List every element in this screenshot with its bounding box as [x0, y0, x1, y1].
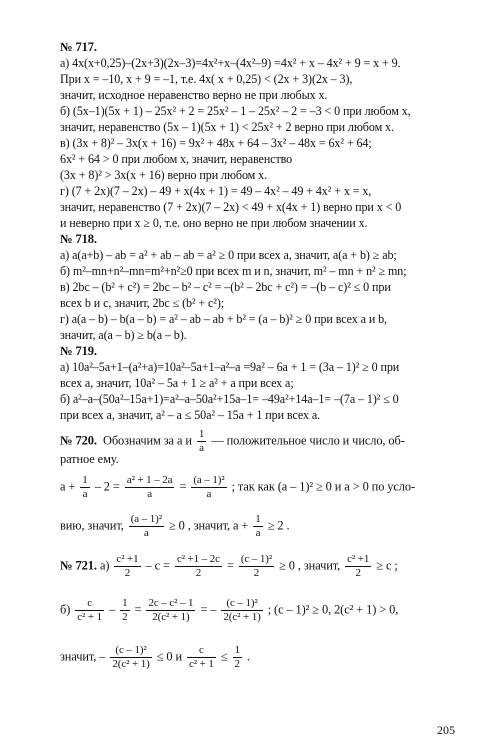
problem-717-g-line-2: значит, неравенство (7 + 2x)(7 – 2x) < 49 + x(4x + 1) верно при x < 0 [60, 200, 402, 214]
fraction-one-over-a [80, 474, 89, 501]
fraction [187, 644, 216, 671]
concl-b: ≤ 0 и [156, 649, 183, 664]
problem-717-v-line-3: (3x + 8)² > 3x(x + 16) верно при любом x. [60, 168, 268, 182]
fraction-numerator: c [187, 644, 216, 658]
problem-720-intro-a: Обозначим за a и [102, 433, 192, 448]
fraction-square [191, 474, 226, 501]
fraction-denominator: 2(c² + 1) [112, 658, 150, 670]
problem-719-a-line-1: а) 10a²–5a+1–(a²+a)=10a²–5a+1–a²–a =9a² – 6a + 1 = (3a – 1)² ≥ 0 при [60, 360, 400, 374]
eq-tail: ; так как (a – 1)² ≥ 0 и a > 0 по усло- [231, 479, 416, 494]
fraction-denominator: a [82, 488, 88, 500]
problem-719-heading: № 719. [60, 344, 97, 358]
problem-717-b-line-2: значит, неравенство (5x – 1)(5x + 1) < 25x² + 2 верно при любом x. [60, 120, 394, 134]
problem-720-intro-line-1 [60, 428, 405, 455]
fraction-numerator: 1 [82, 474, 88, 486]
concl-d: . [246, 649, 250, 664]
fraction [120, 597, 129, 624]
problem-717-v-line-2: 6x² + 64 > 0 при любом x, значит, неравенство [60, 152, 293, 166]
problem-721-a [60, 553, 398, 580]
problem-717-a-line-2: При x = –10, x + 9 = –1, т.е. 4x( x + 0,25) < (2x + 3)(2x – 3), [60, 72, 353, 86]
problem-718-g-line-2: значит, a(a – b) ≥ b(a – b). [60, 328, 187, 342]
part-label-b: б) [60, 602, 71, 617]
fraction-expanded [125, 474, 175, 501]
problem-718-g-line-1: г) a(a – b) – b(a – b) = a² – ab – ab + b² = (a – b)² ≥ 0 при всех a и b, [60, 312, 387, 326]
fraction-denominator: a [199, 442, 204, 454]
problem-720-intro-line-2: ратное ему. [60, 452, 119, 466]
fraction-numerator: c² +1 [347, 553, 370, 565]
problem-717-g-line-3: и неверно при x ≥ 0, т.е. оно верно не при любом значении x. [60, 216, 368, 230]
fraction-numerator: 1 [234, 644, 240, 656]
fraction [110, 644, 151, 671]
concl-d: ≥ 2 . [267, 518, 290, 533]
problem-719-a-line-2: всех a, значит, 10a² – 5a + 1 ≥ a² + a при всех a; [60, 376, 294, 390]
fraction-numerator: 1 [255, 513, 261, 525]
eq-equals: = [179, 479, 187, 494]
a-tail: ≥ 0 , значит, [279, 558, 341, 573]
fraction-denominator: a [255, 527, 261, 539]
fraction-numerator: a² + 1 – 2a [126, 474, 173, 486]
concl-c: a + [233, 518, 249, 533]
fraction [175, 553, 222, 580]
equals-minus: = – [200, 602, 217, 617]
fraction-numerator: (a – 1)² [193, 474, 225, 486]
fraction-denominator: c² + 1 [189, 658, 214, 670]
problem-720-conclusion [60, 513, 290, 540]
fraction-denominator: 2(c² + 1) [223, 611, 261, 623]
fraction-numerator: (c – 1)² [221, 597, 262, 611]
equals: = [134, 602, 142, 617]
concl-a: вию, значит, [60, 518, 124, 533]
b-tail: ; (c – 1)² ≥ 0, 2(c² + 1) > 0, [267, 602, 399, 617]
problem-719-b-line-2: при всех a, значит, a² – a ≤ 50a² – 15a + 1 при всех a. [60, 408, 321, 422]
fraction [233, 644, 242, 671]
problem-720-heading: № 720. [60, 433, 97, 448]
problem-720-intro-b: — положительное число и число, об- [211, 433, 405, 448]
fraction [239, 553, 274, 580]
fraction-numerator: (c – 1)² [110, 644, 151, 658]
problem-717-g-line-1: г) (7 + 2x)(7 – 2x) – 49 + x(4x + 1) = 49 – 4x² – 49 + 4x² + x = x, [60, 184, 372, 198]
problem-718-b-line-1: б) m²–mn+n²–mn=m²+n²≥0 при всех m и n, значит, m² – mn + n² ≥ mn; [60, 264, 407, 278]
fraction-numerator: (c – 1)² [240, 553, 273, 565]
fraction-numerator: 1 [122, 597, 128, 609]
fraction-denominator: 2 [355, 567, 361, 579]
fraction-denominator: a [147, 488, 153, 500]
eq-lhs: a + [60, 479, 76, 494]
fraction-numerator: c² +1 – 2c [176, 553, 220, 565]
concl-c: ≤ [220, 649, 228, 664]
problem-721-heading: № 721. [60, 558, 97, 573]
fraction [114, 553, 140, 580]
fraction-one-over-a [197, 428, 206, 455]
page-number: 205 [437, 723, 455, 737]
problem-717-b-line-1: б) (5x–1)(5x + 1) – 25x² + 2 = 25x² – 1 – 25x² – 2 = –3 < 0 при любом x, [60, 104, 411, 118]
problem-719-b-line-1: б) a²–a–(50a²–15a+1)=a²–a–50a²+15a–1= –49a²+14a–1= –(7a – 1)² ≤ 0 [60, 392, 399, 406]
fraction-denominator: 2 [122, 611, 128, 623]
problem-720-equation [60, 474, 415, 501]
ge-c: ≥ c ; [376, 558, 398, 573]
fraction-denominator: a [143, 527, 149, 539]
fraction-denominator: a [206, 488, 212, 500]
problem-717-v-line-1: в) (3x + 8)² – 3x(x + 16) = 9x² + 48x + 64 – 3x² – 48x = 6x² + 64; [60, 136, 372, 150]
fraction-numerator: c [75, 597, 104, 611]
fraction-denominator: 2 [195, 567, 202, 579]
fraction-denominator: 2 [234, 658, 240, 670]
problem-717-a-line-1: а) 4x(x+0,25)–(2x+3)(2x–3)=4x²+x–(4x²–9) =4x² + x – 4x² + 9 = x + 9. [60, 56, 401, 70]
fraction [221, 597, 262, 624]
problem-717-a-line-3: значит, исходное неравенство верно не при любых x. [60, 88, 328, 102]
minus: – [109, 602, 116, 617]
minus-c: – c = [145, 558, 170, 573]
fraction-denominator: 2(c² + 1) [152, 611, 190, 623]
problem-718-v-line-2: всех b и c, значит, 2bc ≤ (b² + c²); [60, 296, 225, 310]
concl-a: значит, – [60, 649, 106, 664]
problem-721-conclusion [60, 644, 250, 671]
fraction-square [129, 513, 164, 540]
fraction [146, 597, 195, 624]
problem-718-heading: № 718. [60, 232, 97, 246]
equals: = [226, 558, 234, 573]
problem-721-b [60, 597, 398, 624]
fraction [345, 553, 371, 580]
fraction-numerator: c² +1 [116, 553, 139, 565]
problem-717-heading: № 717. [60, 40, 97, 54]
problem-718-a-line-1: а) a(a+b) – ab = a² + ab – ab = a² ≥ 0 при всех a, значит, a(a + b) ≥ ab; [60, 248, 397, 262]
fraction-numerator: 2c – c² – 1 [148, 597, 194, 609]
fraction-one-over-a [253, 513, 262, 540]
fraction-numerator: 1 [198, 428, 205, 440]
fraction-denominator: 2 [124, 567, 131, 579]
fraction-denominator: 2 [253, 567, 260, 579]
eq-mid: – 2 = [94, 479, 120, 494]
fraction-denominator: c² + 1 [77, 611, 103, 623]
part-label-a: а) [99, 558, 110, 573]
fraction [75, 597, 104, 624]
fraction-numerator: (a – 1)² [130, 513, 162, 525]
concl-b: ≥ 0 , значит, [168, 518, 230, 533]
problem-718-v-line-1: в) 2bc – (b² + c²) = 2bc – b² – c² = –(b² – 2bc + c²) = –(b – c)² ≤ 0 при [60, 280, 391, 294]
